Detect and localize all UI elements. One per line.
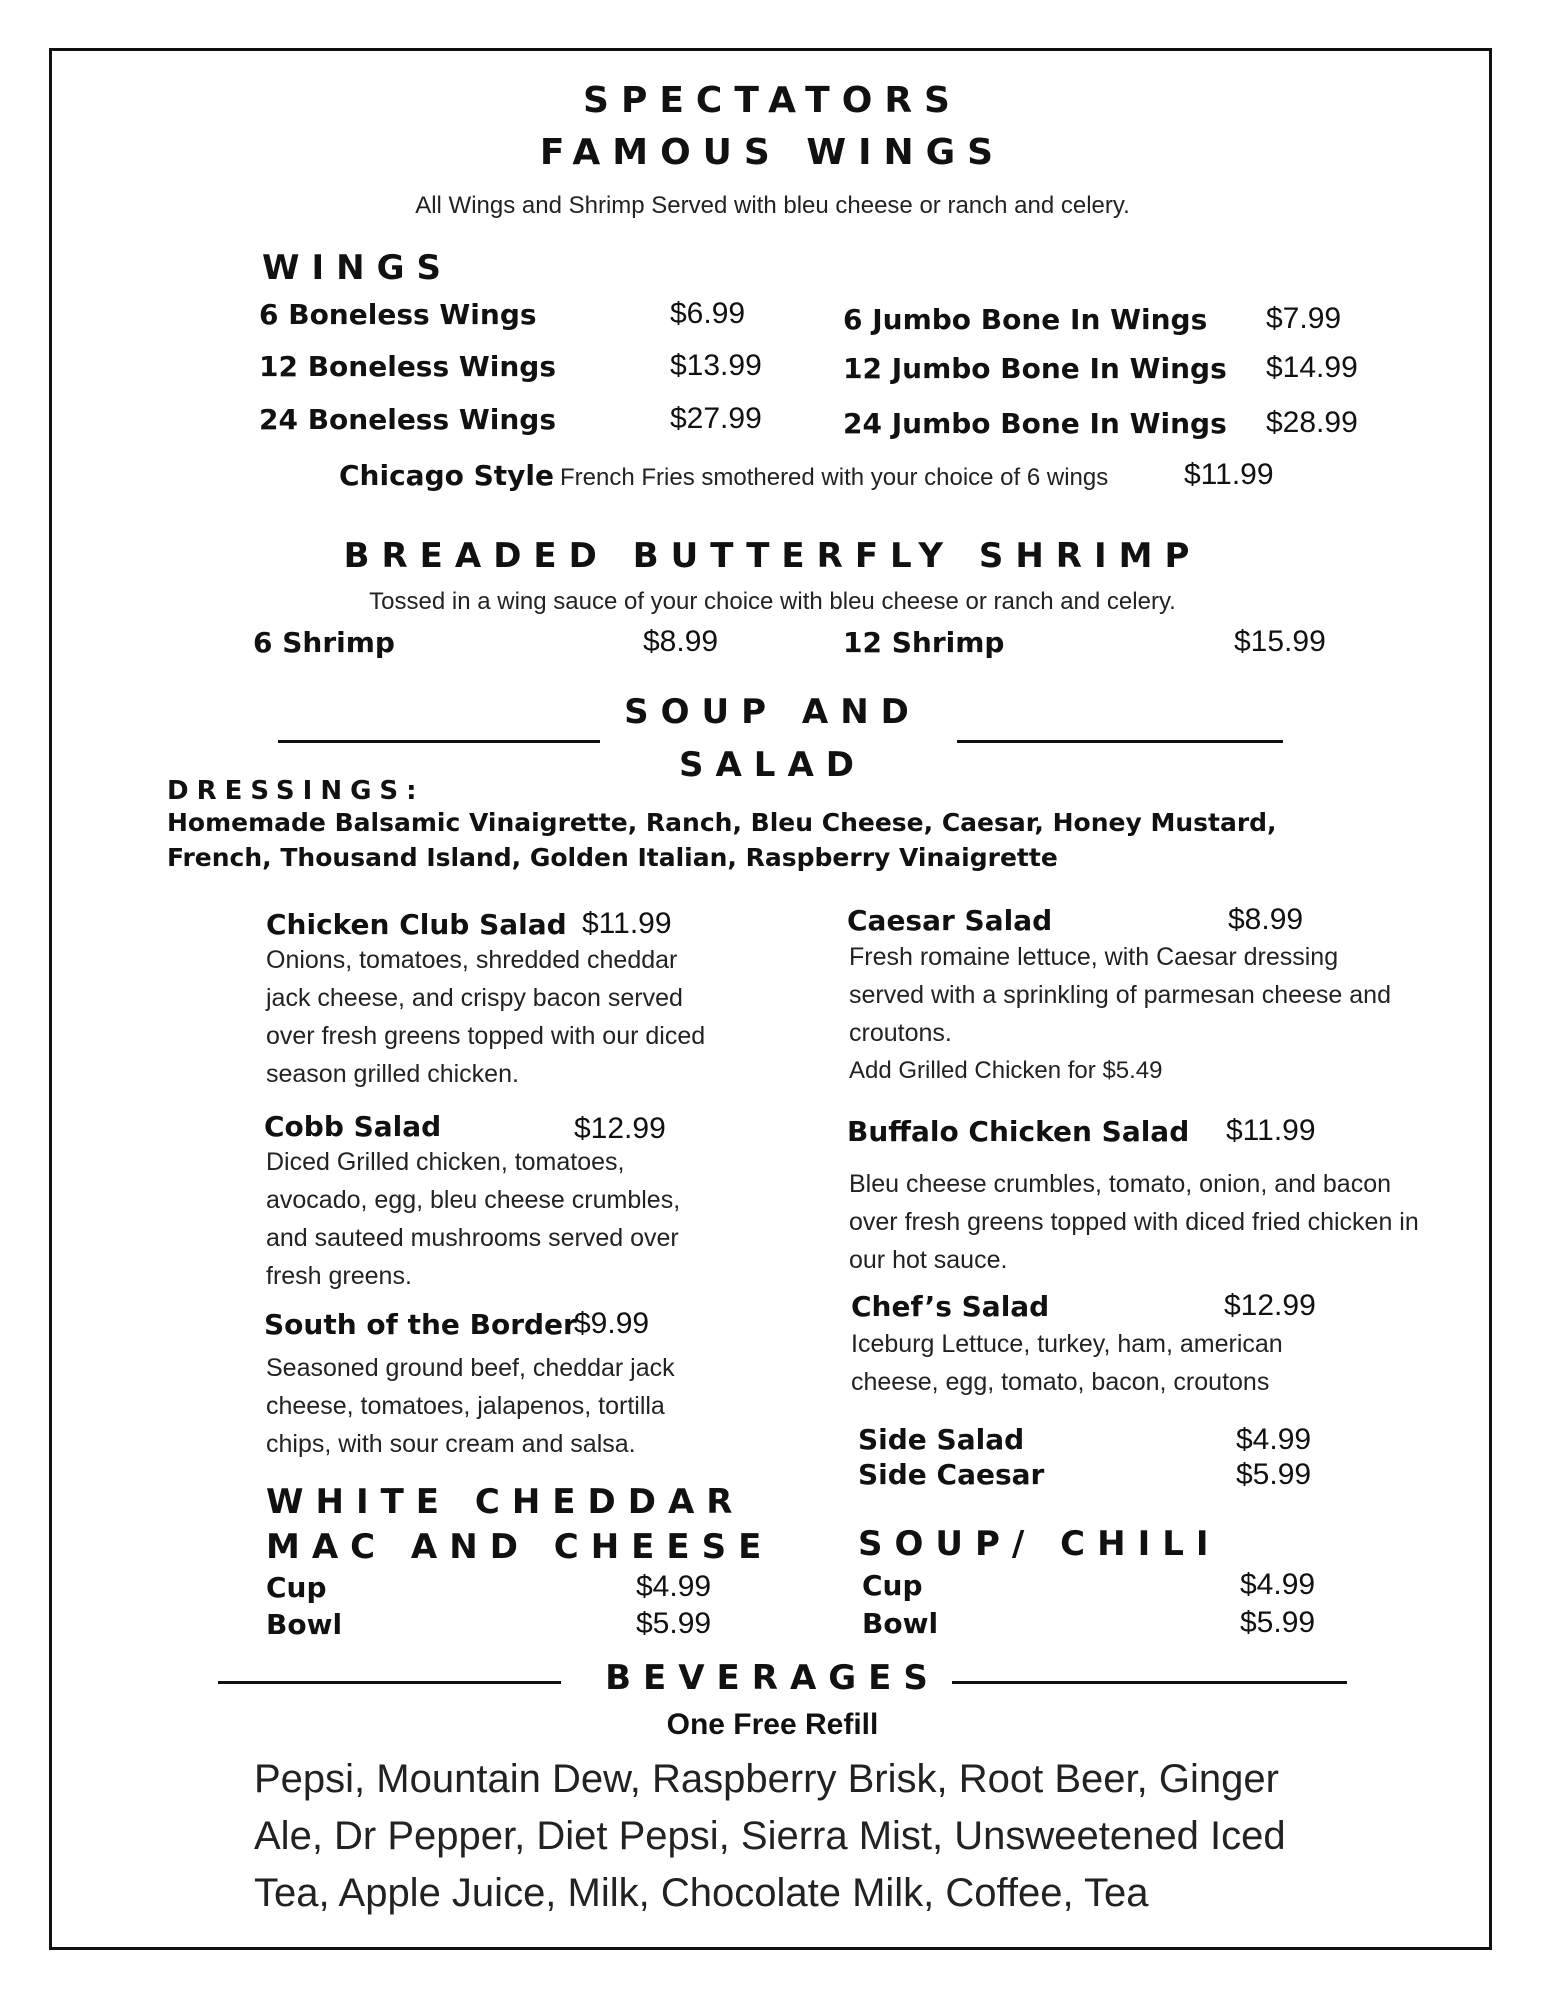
shrimp-note: Tossed in a wing sauce of your choice with bleu cheese or ranch and celery. [369,588,1176,615]
side-item-price: $4.99 [1236,1423,1312,1456]
salad-extra: Add Grilled Chicken for $5.49 [849,1057,1163,1084]
salad-desc: Onions, tomatoes, shredded cheddar jack cheese, and crispy bacon served over fresh greens topped with our diced season grilled chicken. [266,946,706,1088]
divider-line [957,740,1283,743]
wing-item-name: 12 Jumbo Bone In Wings [843,352,1227,385]
menu-title-line1: SPECTATORS [583,80,962,121]
wing-item-price: $28.99 [1266,406,1358,439]
salad-name: Cobb Salad [264,1110,442,1143]
salad-name: Buffalo Chicken Salad [847,1115,1190,1148]
mac-heading-line1: WHITE CHEDDAR [266,1482,745,1522]
salad-price: $12.99 [1224,1289,1316,1322]
salad-desc: Iceburg Lettuce, turkey, ham, american cheese, egg, tomato, bacon, croutons [851,1330,1283,1396]
wing-item-name: 6 Jumbo Bone In Wings [843,303,1208,336]
chicago-style-desc: French Fries smothered with your choice of 6 wings [560,464,1109,491]
chicago-style-price: $11.99 [1184,458,1274,491]
side-item-price: $5.99 [1236,1458,1312,1491]
salad-price: $9.99 [574,1307,650,1340]
salad-name: Chicken Club Salad [266,908,567,941]
mac-item-name: Bowl [266,1608,343,1641]
salad-desc: Diced Grilled chicken, tomatoes, avocado, egg, bleu cheese crumbles, and sauteed mushrooms served over fresh greens. [266,1148,681,1290]
wing-item-price: $6.99 [670,297,746,330]
wing-item-price: $7.99 [1266,302,1342,335]
dressings-list-line1: Homemade Balsamic Vinaigrette, Ranch, Bleu Cheese, Caesar, Honey Mustard, [167,808,1277,837]
menu-subtitle: All Wings and Shrimp Served with bleu cheese or ranch and celery. [415,192,1130,219]
shrimp-item-name: 6 Shrimp [253,626,395,659]
shrimp-item-name: 12 Shrimp [843,626,1005,659]
divider-line [278,740,600,743]
soup-chili-item-name: Cup [862,1569,923,1602]
mac-item-name: Cup [266,1571,327,1604]
shrimp-item-price: $15.99 [1234,625,1326,658]
mac-item-price: $5.99 [636,1607,712,1640]
soup-chili-heading: SOUP/ CHILI [858,1524,1221,1564]
menu-title-line2: FAMOUS WINGS [539,132,1006,173]
shrimp-heading: BREADED BUTTERFLY SHRIMP [343,536,1202,576]
salad-desc: Fresh romaine lettuce, with Caesar dressing served with a sprinkling of parmesan cheese and croutons. [849,943,1391,1047]
beverages-refill: One Free Refill [666,1708,879,1741]
salad-desc: Seasoned ground beef, cheddar jack cheese, tomatoes, jalapenos, tortilla chips, with sour cream and salsa. [266,1354,675,1458]
beverages-list: Pepsi, Mountain Dew, Raspberry Brisk, Root Beer, Ginger Ale, Dr Pepper, Diet Pepsi, Sierra Mist, Unsweetened Iced Tea, Apple Juice, Milk, Chocolate Milk, Coffee, Tea [254,1757,1286,1915]
wings-heading: WINGS [262,248,454,288]
wing-item-price: $14.99 [1266,351,1358,384]
salad-desc: Bleu cheese crumbles, tomato, onion, and bacon over fresh greens topped with diced fried chicken in our hot sauce. [849,1170,1419,1274]
salad-price: $8.99 [1228,903,1304,936]
salad-price: $12.99 [574,1112,666,1145]
salad-name: Chef’s Salad [851,1290,1050,1323]
soup-salad-heading-line2: SALAD [678,745,866,785]
soup-chili-item-price: $5.99 [1240,1606,1316,1639]
mac-heading-line2: MAC AND CHEESE [266,1527,774,1567]
salad-name: South of the Border [264,1308,577,1341]
dressings-label: DRESSINGS: [167,776,425,806]
wing-item-price: $27.99 [670,402,762,435]
wing-item-name: 24 Jumbo Bone In Wings [843,407,1227,440]
soup-chili-item-name: Bowl [862,1607,939,1640]
beverages-heading: BEVERAGES [605,1658,940,1698]
wing-item-name: 12 Boneless Wings [259,350,557,383]
chicago-style-name: Chicago Style [339,459,554,492]
salad-price: $11.99 [582,907,672,940]
soup-salad-heading-line1: SOUP AND [624,692,921,732]
wing-item-name: 6 Boneless Wings [259,298,537,331]
salad-name: Caesar Salad [847,904,1053,937]
side-item-name: Side Caesar [858,1458,1045,1491]
soup-chili-item-price: $4.99 [1240,1568,1316,1601]
mac-item-price: $4.99 [636,1570,712,1603]
wing-item-price: $13.99 [670,349,762,382]
dressings-list-line2: French, Thousand Island, Golden Italian, Raspberry Vinaigrette [167,843,1058,872]
shrimp-item-price: $8.99 [643,625,719,658]
salad-price: $11.99 [1226,1114,1316,1147]
wing-item-name: 24 Boneless Wings [259,403,557,436]
side-item-name: Side Salad [858,1423,1025,1456]
